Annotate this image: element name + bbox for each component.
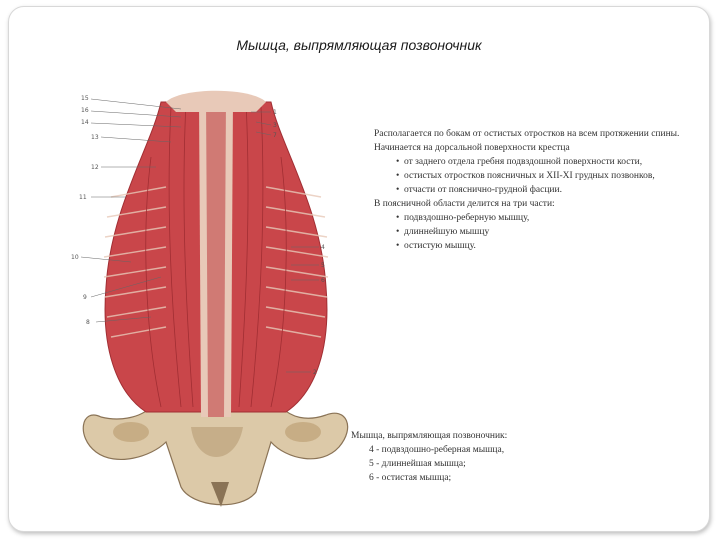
figure-label-16: 16 bbox=[81, 107, 89, 114]
figure-label-5: 5 bbox=[321, 262, 325, 269]
origin-item: • от заднего отдела гребня подвздошной поверхности кости, bbox=[396, 155, 694, 169]
division-list bbox=[374, 211, 694, 253]
caption-line: 6 - остистая мышца; bbox=[369, 473, 452, 483]
description-text bbox=[374, 127, 694, 253]
origin-item: • остистых отростков поясничных и XII-XI грудных позвонков, bbox=[396, 169, 694, 183]
figure-label-9: 9 bbox=[83, 294, 87, 301]
anatomy-illustration bbox=[71, 87, 361, 517]
figure-label-15: 15 bbox=[81, 95, 89, 102]
figure-caption bbox=[351, 429, 651, 485]
figure-label-6: 6 bbox=[321, 277, 325, 284]
description-division-lead: В поясничной области делится на три части: bbox=[374, 199, 555, 209]
figure-label-7: 7 bbox=[273, 132, 277, 139]
description-intro: Располагается по бокам от остистых отростков на всем протяжении спины. bbox=[374, 129, 680, 139]
division-item: • остистую мышцу. bbox=[396, 239, 694, 253]
figure-label-10: 10 bbox=[71, 254, 79, 261]
figure-label-12: 12 bbox=[91, 164, 99, 171]
slide-title: Мышца, выпрямляющая позвоночник bbox=[236, 37, 482, 53]
caption-line: 5 - длиннейшая мышца; bbox=[369, 459, 466, 469]
figure-label-2: 2 bbox=[313, 369, 317, 376]
figure-label-4: 4 bbox=[321, 244, 325, 251]
origin-list bbox=[374, 155, 694, 197]
division-item: • подвздошно-реберную мышцу, bbox=[396, 211, 694, 225]
caption-heading: Мышца, выпрямляющая позвоночник: bbox=[351, 431, 508, 441]
figure-label-3: 3 bbox=[273, 122, 277, 129]
pelvis-illustration bbox=[83, 407, 347, 507]
figure-label-11: 11 bbox=[79, 194, 87, 201]
figure-label-13: 13 bbox=[91, 134, 99, 141]
division-item: • длиннейшую мышцу bbox=[396, 225, 694, 239]
caption-line: 4 - подвздошно-реберная мышца, bbox=[369, 445, 505, 455]
description-origin-lead: Начинается на дорсальной поверхности крестца bbox=[374, 143, 570, 153]
slide bbox=[8, 6, 710, 532]
figure-label-14: 14 bbox=[81, 119, 89, 126]
figure-label-8: 8 bbox=[86, 319, 90, 326]
origin-item: • отчасти от пояснично-грудной фасции. bbox=[396, 183, 694, 197]
figure-label-1: 1 bbox=[273, 109, 277, 116]
